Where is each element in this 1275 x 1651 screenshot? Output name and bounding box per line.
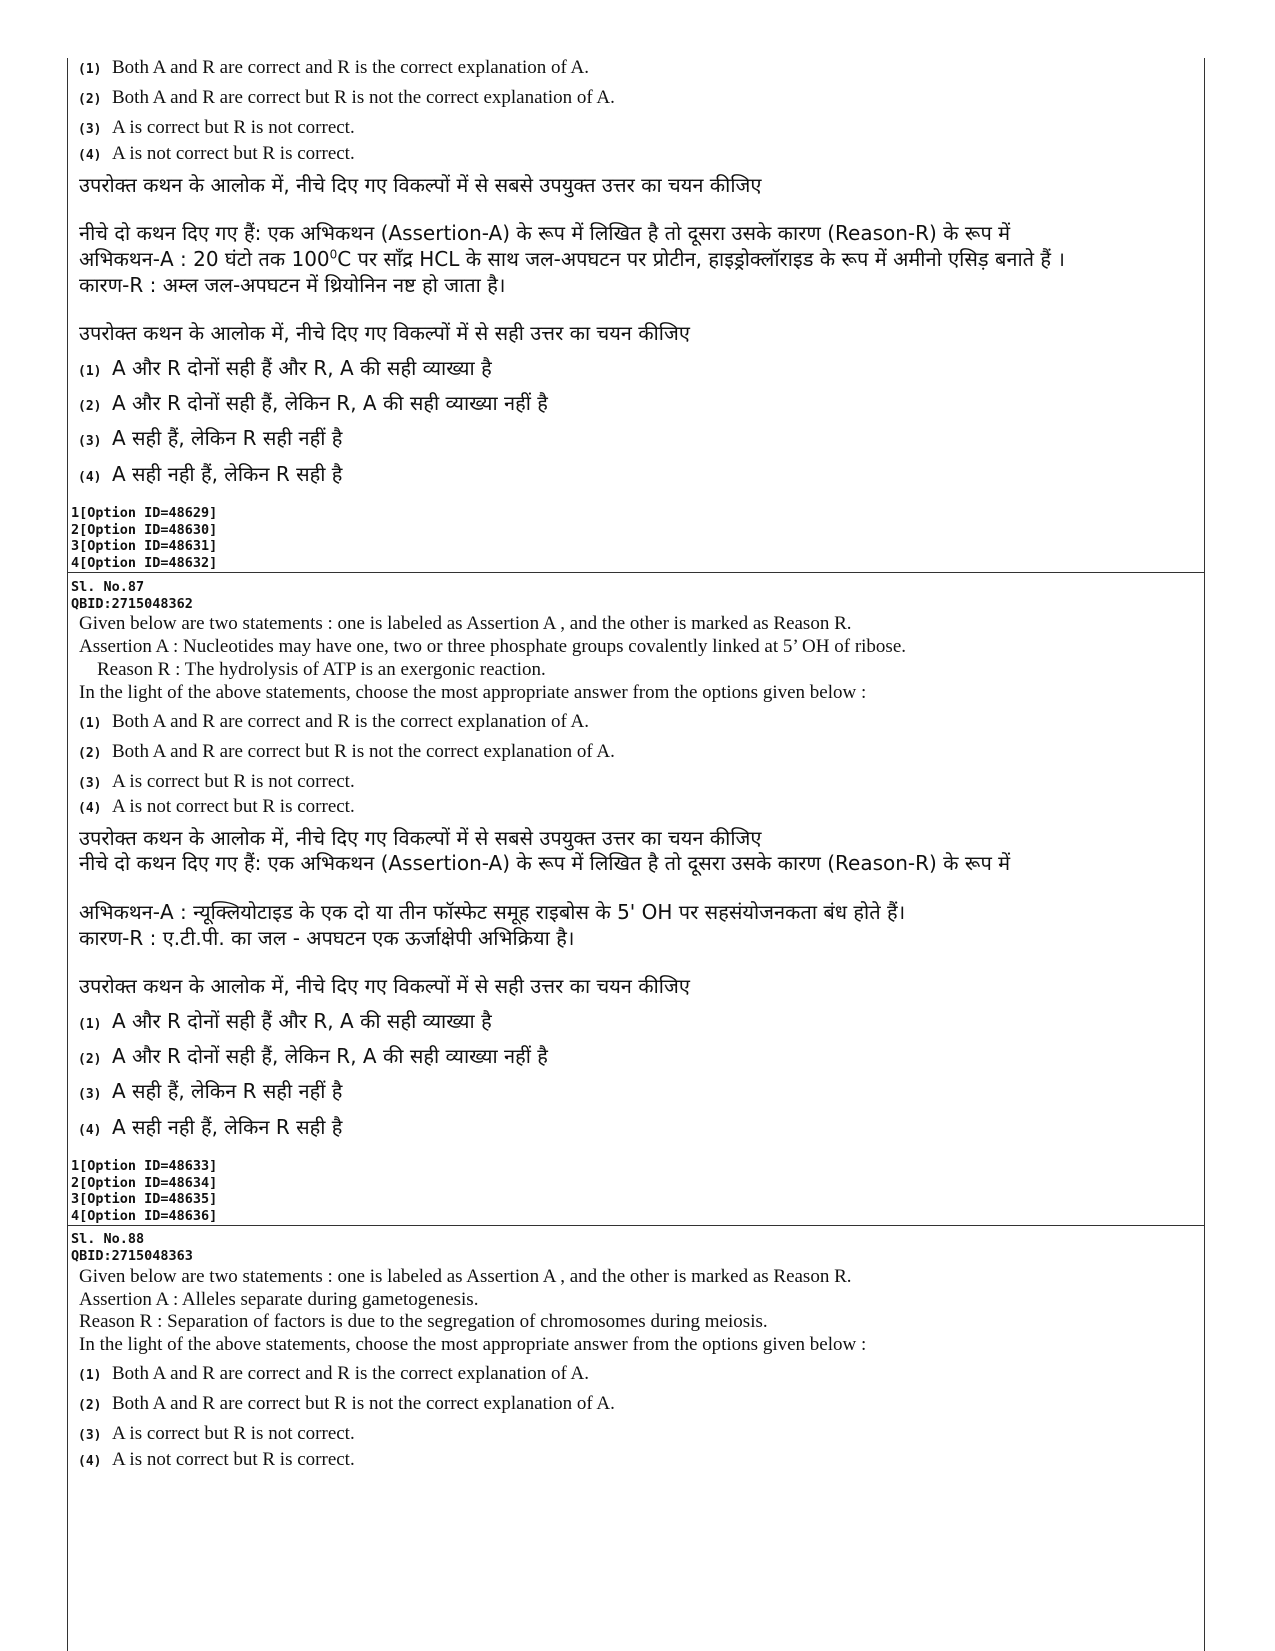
hindi-choose: उपरोक्त कथन के आलोक में, नीचे दिए गए विकल्पों में से सही उत्तर का चयन कीजिए [79, 321, 690, 345]
hindi-choose: उपरोक्त कथन के आलोक में, नीचे दिए गए विकल्पों में से सही उत्तर का चयन कीजिए [79, 974, 690, 998]
question-divider [67, 1225, 1205, 1226]
question-intro: Given below are two statements : one is labeled as Assertion A , and the other is marked as Reason R. [79, 1266, 852, 1287]
option-en-2: (2) Both A and R are correct but R is not the correct explanation of A. [78, 87, 615, 108]
option-hi-2: (2) A और R दोनों सही हैं, लेकिन R, A की सही व्याख्या नहीं है [78, 1044, 548, 1068]
qbid: QBID:2715048362 [71, 596, 193, 612]
hindi-choose-best: उपरोक्त कथन के आलोक में, नीचे दिए गए विकल्पों में से सबसे उपयुक्त उत्तर का चयन कीजिए [79, 826, 762, 850]
question-reason: Reason R : Separation of factors is due to the segregation of chromosomes during meiosis. [79, 1311, 768, 1332]
option-hi-1: (1) A और R दोनों सही हैं और R, A की सही व्याख्या है [78, 1009, 492, 1033]
question-header [71, 579, 193, 613]
option-id: 2[Option ID=48630] [71, 521, 218, 538]
option-en-4: (4) A is not correct but R is correct. [78, 1449, 355, 1470]
question-divider [67, 572, 1205, 573]
option-hi-1: (1) A और R दोनों सही हैं और R, A की सही व्याख्या है [78, 356, 492, 380]
option-id-list [71, 505, 217, 571]
serial-number: Sl. No.88 [71, 1231, 145, 1247]
option-id: 1[Option ID=48629] [71, 505, 218, 521]
hindi-intro: नीचे दो कथन दिए गए हैं: एक अभिकथन (Assertion-A) के रूप में लिखित है तो दूसरा उसके कारण (Reason-R) के रूप में [79, 221, 1011, 245]
option-en-3: (3) A is correct but R is not correct. [78, 771, 355, 792]
hindi-reason: कारण-R : अम्ल जल-अपघटन में थ्रियोनिन नष्ट हो जाता है। [79, 273, 506, 297]
hindi-assertion: अभिकथन-A : न्यूक्लियोटाइड के एक दो या तीन फॉस्फेट समूह राइबोस के 5' OH पर सहसंयोजनकता बंध होते हैं। [79, 900, 906, 924]
question-reason: Reason R : The hydrolysis of ATP is an exergonic reaction. [97, 659, 546, 680]
option-en-3: (3) A is correct but R is not correct. [78, 1423, 355, 1444]
question-intro: Given below are two statements : one is labeled as Assertion A , and the other is marked as Reason R. [79, 613, 852, 634]
option-id-list [71, 1158, 217, 1224]
question-choose: In the light of the above statements, choose the most appropriate answer from the options given below : [79, 682, 867, 703]
hindi-assertion: अभिकथन-A : 20 घंटो तक $100^0C$ पर साँद्र HCL के साथ जल-अपघटन पर प्रोटीन, हाइड्रोक्लॉराइड के रूप में अमीनो एसिड़ बनाते हैं । [79, 247, 1065, 271]
hindi-intro: नीचे दो कथन दिए गए हैं: एक अभिकथन (Assertion-A) के रूप में लिखित है तो दूसरा उसके कारण (Reason-R) के रूप में [79, 851, 1011, 875]
question-choose: In the light of the above statements, choose the most appropriate answer from the options given below : [79, 1334, 867, 1355]
option-hi-3: (3) A सही हैं, लेकिन R सही नहीं है [78, 426, 343, 450]
option-en-4: (4) A is not correct but R is correct. [78, 796, 355, 817]
option-id: 4[Option ID=48632] [71, 554, 218, 571]
option-hi-4: (4) A सही नही हैं, लेकिन R सही है [78, 462, 343, 486]
serial-number: Sl. No.87 [71, 579, 145, 595]
option-en-2: (2) Both A and R are correct but R is not the correct explanation of A. [78, 741, 615, 762]
question-assertion: Assertion A : Nucleotides may have one, two or three phosphate groups covalently linked at 5’ OH of ribose. [79, 636, 907, 657]
option-id: 2[Option ID=48634] [71, 1174, 218, 1191]
qbid: QBID:2715048363 [71, 1248, 193, 1264]
option-id: 4[Option ID=48636] [71, 1207, 218, 1224]
option-id: 3[Option ID=48631] [71, 538, 218, 554]
question-assertion: Assertion A : Alleles separate during gametogenesis. [79, 1289, 479, 1310]
question-header [71, 1231, 193, 1265]
hindi-reason: कारण-R : ए.टी.पी. का जल - अपघटन एक ऊर्जाक्षेपी अभिक्रिया है। [79, 926, 575, 950]
hindi-choose-best: उपरोक्त कथन के आलोक में, नीचे दिए गए विकल्पों में से सबसे उपयुक्त उत्तर का चयन कीजिए [79, 173, 762, 197]
option-id: 1[Option ID=48633] [71, 1158, 218, 1174]
option-en-1: (1) Both A and R are correct and R is the correct explanation of A. [78, 57, 589, 78]
option-en-2: (2) Both A and R are correct but R is not the correct explanation of A. [78, 1393, 615, 1414]
option-en-3: (3) A is correct but R is not correct. [78, 117, 355, 138]
option-hi-2: (2) A और R दोनों सही हैं, लेकिन R, A की सही व्याख्या नहीं है [78, 391, 548, 415]
option-hi-3: (3) A सही हैं, लेकिन R सही नहीं है [78, 1079, 343, 1103]
option-id: 3[Option ID=48635] [71, 1191, 218, 1207]
option-hi-4: (4) A सही नही हैं, लेकिन R सही है [78, 1115, 343, 1139]
option-en-4: (4) A is not correct but R is correct. [78, 143, 355, 164]
option-en-1: (1) Both A and R are correct and R is the correct explanation of A. [78, 1363, 589, 1384]
option-en-1: (1) Both A and R are correct and R is the correct explanation of A. [78, 711, 589, 732]
